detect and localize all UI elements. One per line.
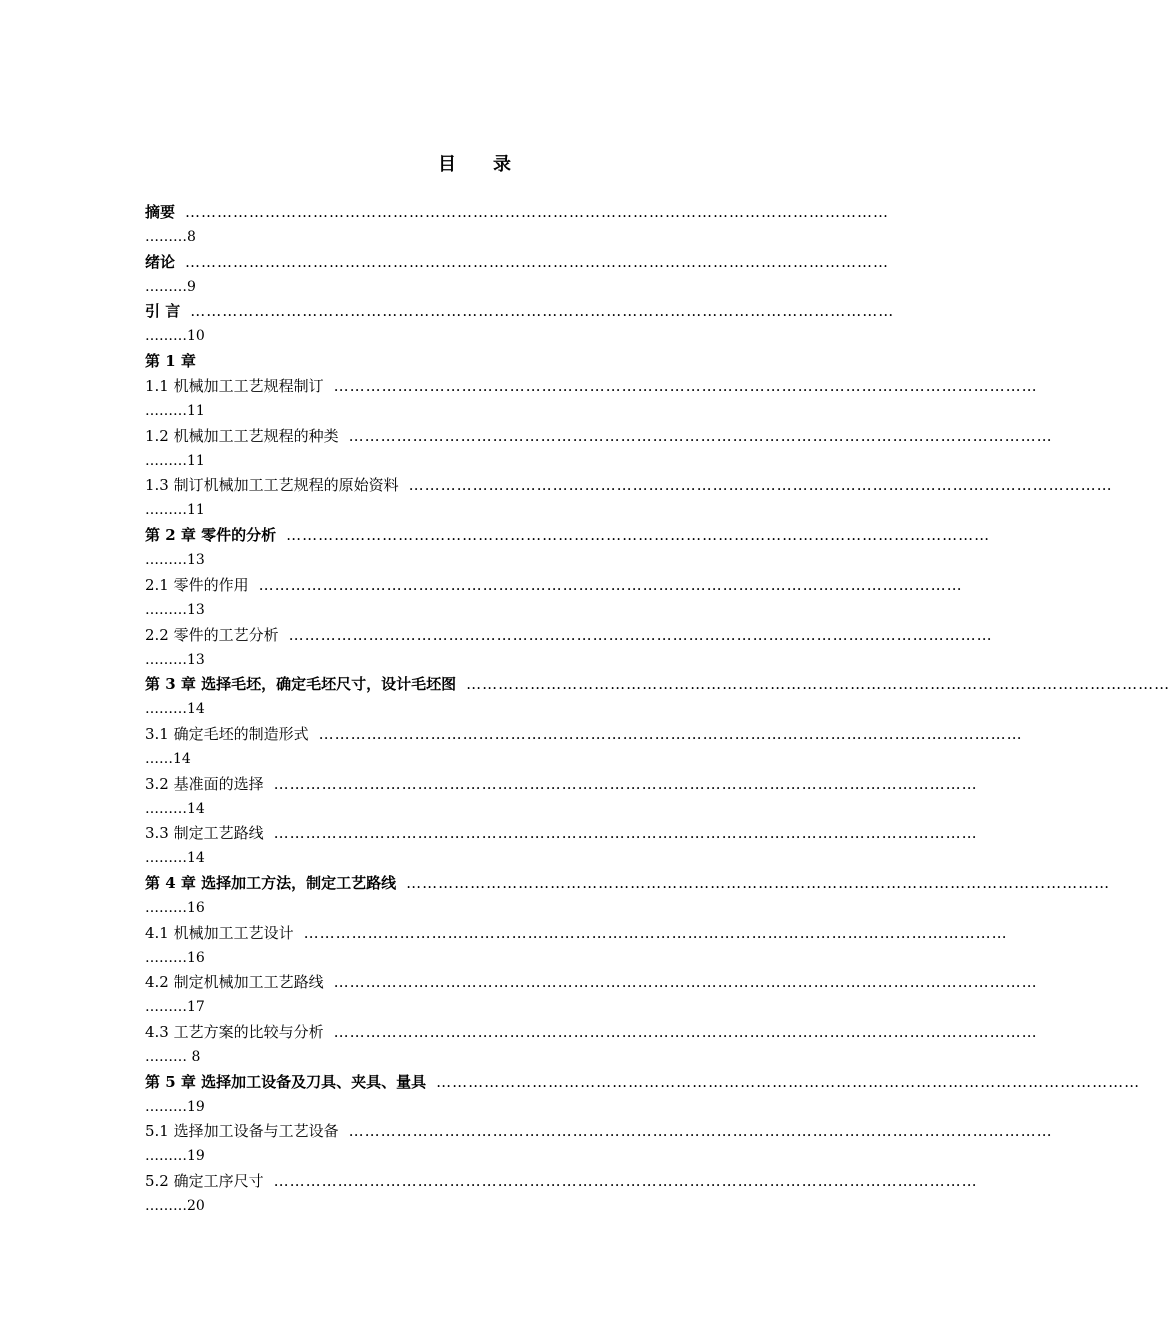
- toc-entry-label: 2.2 零件的工艺分析: [145, 625, 279, 644]
- toc-leader-dots: ………: [145, 1148, 187, 1165]
- toc-leader-dots: ……………………………………………………………………………………………………………………: [258, 575, 963, 594]
- toc-entry-page-line: [145, 275, 805, 299]
- toc-entry-line: [145, 871, 1111, 896]
- toc-entry-label: 2.1 零件的作用: [145, 575, 249, 594]
- toc-leader-dots: ……………………………………………………………………………………………………………………: [333, 973, 1038, 992]
- toc-leader-dots: ………: [145, 601, 187, 618]
- toc-page-number: 11: [187, 452, 205, 469]
- toc-leader-dots: ……………………………………………………………………………………………………………………: [303, 923, 1008, 942]
- toc-entry[interactable]: [145, 200, 890, 250]
- toc-leader-dots: ………: [145, 1049, 192, 1065]
- toc-page-number: 13: [187, 651, 205, 668]
- toc-leader-dots: ………: [145, 328, 187, 345]
- toc-entry-page-line: [145, 598, 805, 622]
- toc-page-number: 14: [187, 800, 205, 817]
- toc-entry-page-line: [145, 399, 805, 423]
- toc-entry-line: [145, 424, 1053, 449]
- toc-entry[interactable]: [145, 299, 895, 349]
- toc-page-number: 8: [191, 1049, 201, 1065]
- toc-entry-page-line: [145, 225, 805, 249]
- toc-entry[interactable]: [145, 424, 1053, 474]
- toc-entry-line: [145, 250, 890, 275]
- toc-entry-page-line: [145, 995, 805, 1019]
- toc-leader-dots: ………: [145, 800, 187, 817]
- toc-entry-line: [145, 1169, 978, 1194]
- toc-leader-dots: ……………………………………………………………………………………………………………………: [318, 724, 1023, 743]
- toc-leader-dots: ………: [145, 999, 187, 1016]
- toc-entry-page-line: [145, 747, 805, 771]
- toc-entry-label: 第 3 章 选择毛坯，确定毛坯尺寸，设计毛坯图: [145, 675, 457, 694]
- toc-page-number: 11: [187, 403, 205, 420]
- toc-entry[interactable]: [145, 821, 978, 871]
- toc-leader-dots: ………: [145, 701, 187, 718]
- toc-entry-line: [145, 722, 1023, 747]
- toc-entry[interactable]: [145, 921, 1008, 971]
- toc-entry-label: 第 2 章 零件的分析: [145, 526, 277, 545]
- toc-page-number: 20: [187, 1198, 205, 1215]
- toc-leader-dots: ……………………………………………………………………………………………………………………: [273, 824, 978, 843]
- toc-page-number: 9: [187, 278, 196, 295]
- toc-entry-page-line: [145, 498, 805, 522]
- toc-entry-line: [145, 374, 1038, 399]
- toc-page-number: 13: [187, 552, 205, 569]
- toc-leader-dots: ………: [145, 502, 187, 519]
- toc-entry-label: 第 5 章 选择加工设备及刀具、夹具、量具: [145, 1072, 427, 1091]
- toc-page-number: 14: [187, 701, 205, 718]
- toc-entry-line: [145, 970, 1038, 995]
- toc-entry-page-line: [145, 548, 805, 572]
- toc-entry-label: 1.3 制订机械加工工艺规程的原始资料: [145, 476, 399, 495]
- toc-leader-dots: ……………………………………………………………………………………………………………………: [286, 526, 991, 545]
- toc-page-number: 19: [187, 1148, 205, 1165]
- toc-entry-line: [145, 772, 978, 797]
- toc-entry-label: 绪论: [145, 252, 176, 271]
- toc-entry-line: [145, 473, 1113, 498]
- toc-leader-dots: ……………………………………………………………………………………………………………………: [406, 873, 1111, 892]
- toc-page-number: 17: [187, 999, 205, 1016]
- toc-entry[interactable]: [145, 1169, 978, 1219]
- toc-entry-line: [145, 573, 963, 598]
- toc-entry-page-line: [145, 797, 805, 821]
- toc-leader-dots: ……………………………………………………………………………………………………………………: [333, 377, 1038, 396]
- toc-entry[interactable]: [145, 573, 963, 623]
- toc-entry-page-line: [145, 1194, 805, 1218]
- toc-entry-label: 3.1 确定毛坯的制造形式: [145, 724, 309, 743]
- toc-leader-dots: ………: [145, 229, 187, 245]
- toc-leader-dots: ……………………………………………………………………………………………………………………: [333, 1023, 1038, 1041]
- toc-entry-page-line: [145, 324, 805, 348]
- toc-entry[interactable]: [145, 349, 805, 374]
- toc-page-number: 13: [187, 601, 205, 618]
- toc-leader-dots: ……………………………………………………………………………………………………………………: [185, 203, 890, 221]
- toc-entry-line: [145, 1070, 1141, 1095]
- toc-leader-dots: ………: [145, 899, 187, 916]
- toc-page-number: 8: [187, 229, 196, 245]
- toc-entry[interactable]: [145, 772, 978, 822]
- toc-leader-dots: ………: [145, 278, 187, 295]
- toc-entry[interactable]: [145, 623, 993, 673]
- toc-entry[interactable]: [145, 1119, 1053, 1169]
- toc-entry-line: [145, 523, 991, 548]
- toc-entry-line: [145, 921, 1008, 946]
- toc-leader-dots: ………: [145, 651, 187, 668]
- toc-entry[interactable]: [145, 473, 1113, 523]
- toc-entry[interactable]: [145, 1020, 1038, 1070]
- toc-page-number: 10: [187, 328, 205, 345]
- toc-entry[interactable]: [145, 374, 1038, 424]
- toc-leader-dots: ………: [145, 949, 187, 966]
- toc-entry-label: 4.1 机械加工工艺设计: [145, 923, 294, 942]
- toc-entry-line: [145, 672, 1170, 697]
- toc-leader-dots: ……………………………………………………………………………………………………………………: [190, 302, 895, 321]
- toc-entry-page-line: [145, 1045, 805, 1069]
- toc-entry-page-line: [145, 1144, 805, 1168]
- toc-entry-label: 摘要: [145, 203, 176, 221]
- toc-entry-label: 3.3 制定工艺路线: [145, 824, 264, 843]
- toc-leader-dots: ………: [145, 1098, 187, 1115]
- toc-leader-dots: ……………………………………………………………………………………………………………………: [436, 1072, 1141, 1091]
- toc-heading: [0, 150, 950, 176]
- toc-entry-line: [145, 623, 993, 648]
- toc-leader-dots: ……………………………………………………………………………………………………………………: [466, 675, 1170, 694]
- toc-entry-page-line: [145, 1095, 805, 1119]
- toc-leader-dots: ……………………………………………………………………………………………………………………: [288, 625, 993, 644]
- toc-page-number: 16: [187, 949, 205, 966]
- toc-entry-line: [145, 299, 895, 324]
- toc-entry[interactable]: [145, 1070, 1141, 1120]
- toc-entry-line: [145, 821, 978, 846]
- toc-entry[interactable]: [145, 970, 1038, 1020]
- toc-entry-label: 第 1 章: [145, 352, 196, 371]
- toc-leader-dots: ……………………………………………………………………………………………………………………: [408, 476, 1113, 495]
- table-of-contents: [145, 200, 1170, 1219]
- toc-entry-label: 5.1 选择加工设备与工艺设备: [145, 1122, 339, 1141]
- toc-page-number: 19: [187, 1098, 205, 1115]
- toc-leader-dots: ………: [145, 403, 187, 420]
- toc-leader-dots: ……………………………………………………………………………………………………………………: [273, 774, 978, 793]
- toc-entry-page-line: [145, 449, 805, 473]
- toc-leader-dots: ………: [145, 452, 187, 469]
- toc-entry-line: [145, 200, 890, 225]
- toc-entry-label: 5.2 确定工序尺寸: [145, 1172, 264, 1191]
- toc-entry-label: 第 4 章 选择加工方法，制定工艺路线: [145, 873, 397, 892]
- toc-leader-dots: ……………………………………………………………………………………………………………………: [273, 1172, 978, 1191]
- toc-entry[interactable]: [145, 672, 1170, 722]
- toc-entry-label: 4.2 制定机械加工工艺路线: [145, 973, 324, 992]
- toc-entry[interactable]: [145, 523, 991, 573]
- toc-entry-page-line: [145, 697, 805, 721]
- toc-entry[interactable]: [145, 871, 1111, 921]
- toc-leader-dots: ………: [145, 850, 187, 867]
- toc-page-number: 16: [187, 899, 205, 916]
- toc-leader-dots: ……: [145, 750, 173, 767]
- toc-entry-label: 引 言: [145, 302, 181, 321]
- toc-page-number: 14: [173, 750, 191, 767]
- toc-page-number: 11: [187, 502, 205, 519]
- toc-entry[interactable]: [145, 722, 1023, 772]
- toc-entry-label: 1.1 机械加工工艺规程制订: [145, 377, 324, 396]
- toc-entry-page-line: [145, 896, 805, 920]
- toc-entry-label: 4.3 工艺方案的比较与分析: [145, 1023, 324, 1041]
- toc-page-number: 14: [187, 850, 205, 867]
- toc-entry-label: 1.2 机械加工工艺规程的种类: [145, 426, 339, 445]
- toc-entry-label: 3.2 基准面的选择: [145, 774, 264, 793]
- toc-entry-line: [145, 1020, 1038, 1045]
- toc-leader-dots: ……………………………………………………………………………………………………………………: [348, 1122, 1053, 1141]
- toc-heading-left: 目: [438, 154, 457, 175]
- toc-entry[interactable]: [145, 250, 890, 300]
- toc-entry-line: [145, 1119, 1053, 1144]
- toc-entry-page-line: [145, 946, 805, 970]
- toc-entry-page-line: [145, 846, 805, 870]
- toc-leader-dots: ……………………………………………………………………………………………………………………: [185, 252, 890, 271]
- toc-heading-right: 录: [493, 154, 512, 175]
- toc-entry-line: [145, 349, 805, 374]
- toc-leader-dots: ………: [145, 1198, 187, 1215]
- toc-entry-page-line: [145, 648, 805, 672]
- toc-leader-dots: ………: [145, 552, 187, 569]
- toc-leader-dots: ……………………………………………………………………………………………………………………: [348, 426, 1053, 445]
